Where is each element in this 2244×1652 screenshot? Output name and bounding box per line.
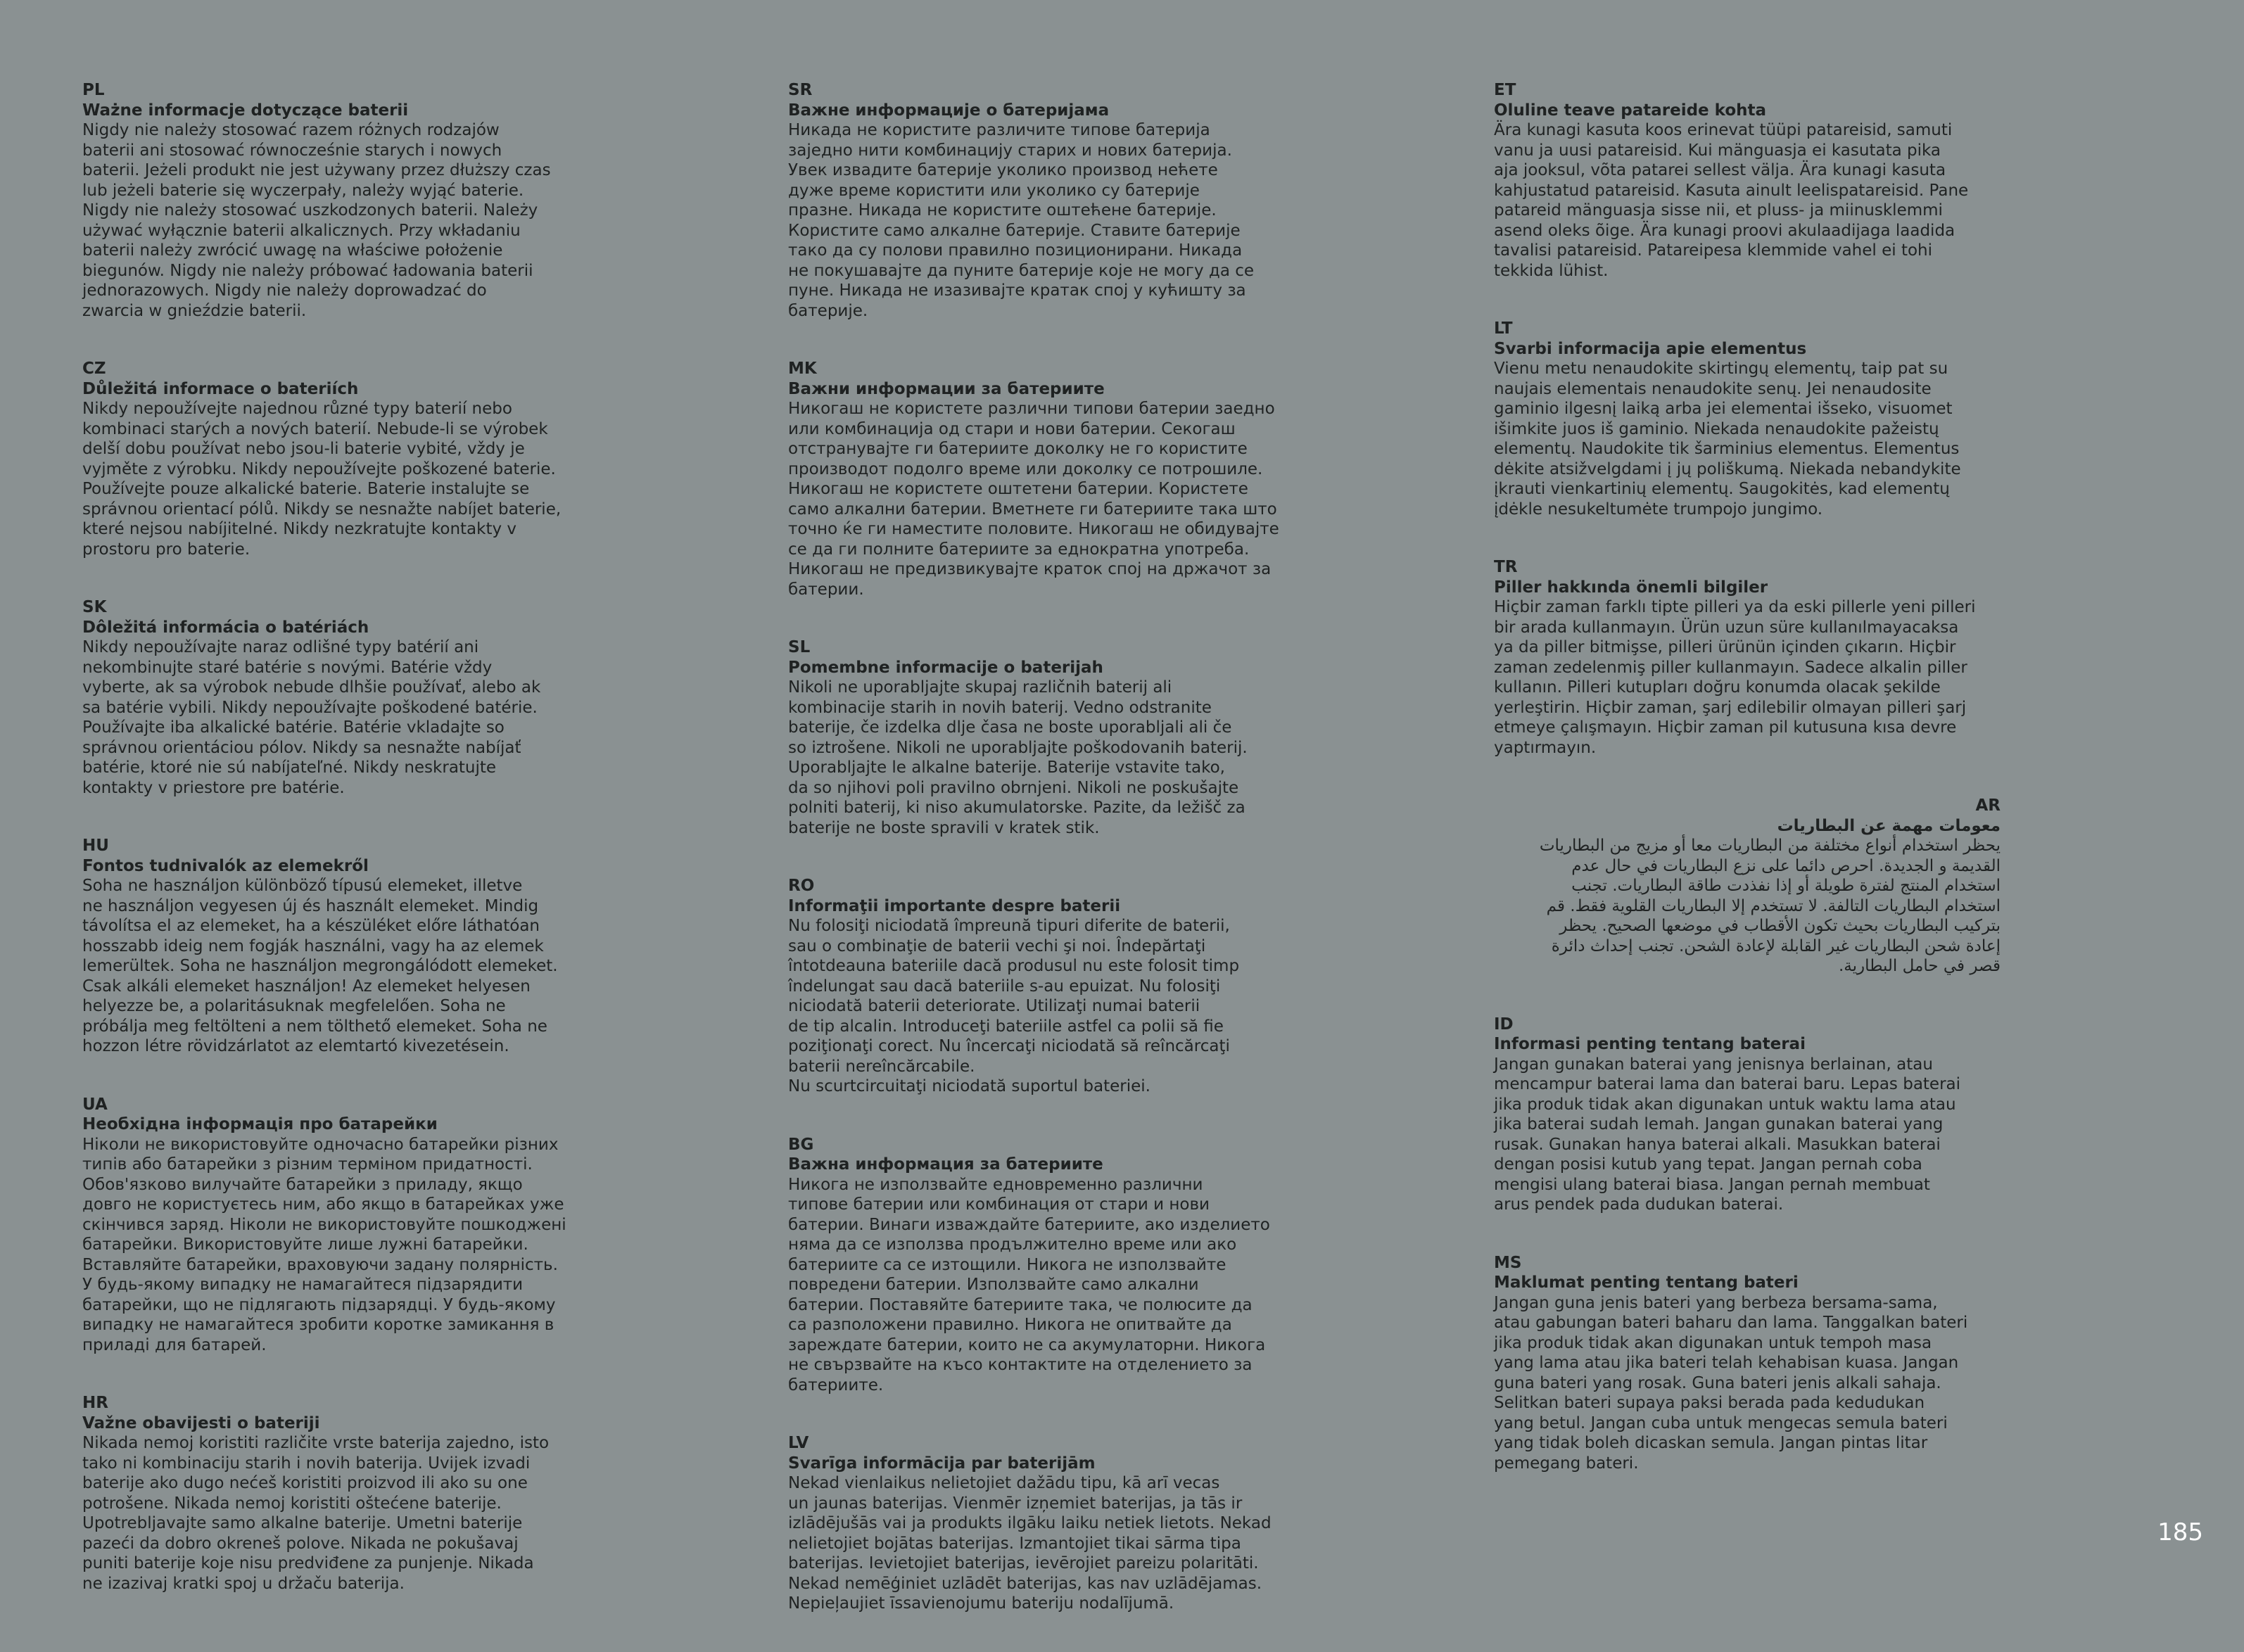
section-body: Nigdy nie należy stosować razem różnych rodzajów baterii ani stosować równocześnie starych i nowych baterii. Jeżeli produkt nie jest używany przez dłuższy czas lub jeżeli baterie się wyczerpały, należy wyjąć baterie. Nigdy nie należy stosować uszkodzonych baterii. Należy używać wyłącznie baterii alkalicznych. Przy wkładaniu baterii należy zwrócić uwagę na właściwe położenie biegunów. Nigdy nie należy próbować ładowania baterii jednorazowych. Nigdy nie należy doprowadzać do zwarcia w gnieździe baterii. <box>82 121 551 320</box>
section-body: Nekad vienlaikus nelietojiet dažādu tipu, kā arī vecas un jaunas baterijas. Vienmēr izņemiet baterijas, ja tās ir izlādējušās vai ja produkts ilgāku laiku netiek lietots. Nekad nelietojiet bojātas baterijas. Izmantojiet tikai sārma tipa baterijas. Ievietojiet baterijas, ievērojiet pareizu polaritāti. Nekad nemēģiniet uzlādēt baterijas, kas nav uzlādējamas. Nepieļaujiet īssavienojumu bateriju nodalījumā. <box>788 1474 1272 1613</box>
language-section-bg <box>788 1135 1295 1396</box>
section-heading: Необхідна інформація про батарейки <box>82 1115 438 1133</box>
section-body: Ніколи не використовуйте одночасно батарейки різних типів або батарейки з різним терміном придатності. Обов'язково вилучайте батарейки з приладу, якщо довго не користуєтесь ним, або якщо в батарейках уже скінчився заряд. Ніколи не використовуйте пошкоджені батарейки. Використовуйте лише лужні батарейки. Вставляйте батарейки, враховуючи задану полярність. У будь-якому випадку не намагайтеся підзарядити батарейки, що не підлягають підзарядці. У будь-якому випадку не намагайтеся зробити коротке замикання в приладі для батарей. <box>82 1135 566 1354</box>
column-middle <box>788 80 1295 1652</box>
language-code: HU <box>82 837 109 855</box>
section-heading: Informaţii importante despre baterii <box>788 896 1121 915</box>
language-code: ET <box>1494 81 1516 99</box>
column-right <box>1494 80 2001 1511</box>
language-code: HR <box>82 1394 108 1412</box>
section-heading: Oluline teave patareide kohta <box>1494 101 1767 120</box>
language-section-ro <box>788 876 1295 1097</box>
language-section-tr <box>1494 557 2001 758</box>
language-code: RO <box>788 877 815 895</box>
page-number: 185 <box>2157 1518 2203 1546</box>
language-code: ID <box>1494 1015 1514 1034</box>
language-code: LV <box>788 1434 809 1452</box>
language-code: SR <box>788 81 813 99</box>
language-section-ar <box>1494 796 2001 977</box>
section-body: Soha ne használjon különböző típusú elemeket, illetve ne használjon vegyesen új és használt elemeket. Mindig távolítsa el az elemeket, ha a készüléket előre láthatóan hosszabb ideig nem fogják használni, vagy ha az elemek lemerültek. Soha ne használjon megrongálódott elemeket. Csak alkáli elemeket használjon! Az elemeket helyesen helyezze be, a polaritásuknak megfelelően. Soha ne próbálja meg feltölteni a nem tölthető elemeket. Soha ne hozzon létre rövidzárlatot az elemtartó kivezetésein. <box>82 877 558 1055</box>
section-body: Никога не използвайте едновременно различни типове батерии или комбинация от стари и нови батерии. Винаги изваждайте батериите, ако изделието няма да се използва продължително време или ако батериите са се изтощили. Никога не използвайте повредени батерии. Използвайте само алкални батерии. Поставяйте батериите така, че полюсите да са разположени правилно. Никога не опитвайте да зареждате батерии, които не са акумулаторни. Никога не свързвайте на късо контактите на отделението за батериите. <box>788 1175 1270 1394</box>
section-heading: Informasi penting tentang baterai <box>1494 1035 1806 1053</box>
section-body: Nikdy nepoužívajte naraz odlišné typy batérií ani nekombinujte staré batérie s novými. Batérie vždy vyberte, ak sa výrobok nebude dlhšie používať, alebo ak sa batérie vybili. Nikdy nepoužívajte poškodené batérie. Používajte iba alkalické batérie. Batérie vkladajte so správnou orientáciou pólov. Nikdy sa nesnažte nabíjať batérie, ktoré nie sú nabíjateľné. Nikdy neskratujte kontakty v priestore pre batérie. <box>82 638 541 797</box>
section-body: Никада не користите различите типове батерија заједно нити комбинацију старих и нових батерија. Увек извадите батерије уколико производ нећете дуже време користити или уколико су батерије празне. Никада не користите оштећене батерије. Користите само алкалне батерије. Ставите батерије тако да су полови правилно позиционирани. Никада не покушавајте да пуните батерије које не могу да се пуне. Никада не изазивајте кратак спој у кућишту за батерије. <box>788 121 1255 320</box>
section-heading: Maklumat penting tentang bateri <box>1494 1273 1799 1292</box>
section-heading: معومات مهمة عن البطاريات <box>1777 816 2001 835</box>
section-heading: Važne obavijesti o bateriji <box>82 1413 320 1432</box>
language-section-et <box>1494 80 2001 281</box>
section-body: يحظر استخدام أنواع مختلفة من البطاريات معا أو مزيج من البطاريات القديمة و الجديدة. احرص دائما على نزع البطاريات في حال عدم استخدام المنتج لفترة طويلة أو إذا نفذدت طاقة البطاريات. تجنب استخدام البطاريات التالفة. لا تستخدم إلا البطاريات القلوية فقط. قم بتركيب البطاريات بحيث تكون الأقطاب في موضعها الصحيح. يحظر إعادة شحن البطاريات غير القابلة لإعادة الشحن. تجنب إحداث دائرة قصر في حامل البطارية. <box>1539 837 2001 975</box>
language-section-sl <box>788 637 1295 838</box>
language-section-ua <box>82 1095 589 1356</box>
language-code: SK <box>82 598 107 616</box>
section-heading: Важна информация за батериите <box>788 1155 1103 1174</box>
language-section-id <box>1494 1015 2001 1215</box>
section-body: Nikada nemoj koristiti različite vrste baterija zajedno, isto tako ni kombinaciju starih i novih baterija. Uvijek izvadi baterije ako dugo nećeš koristiti proizvod ili ako su one potrošene. Nikada nemoj koristiti oštećene baterije. Upotrebljavajte samo alkalne baterije. Umetni baterije pazeći da dobro okreneš polove. Nikada ne pokušavaj puniti baterije koje nisu predviđene za punjenje. Nikada ne izazivaj kratki spoj u držaču baterija. <box>82 1434 550 1593</box>
language-section-pl <box>82 80 589 321</box>
section-heading: Fontos tudnivalók az elemekről <box>82 856 369 875</box>
language-section-mk <box>788 359 1295 599</box>
section-body: Nikoli ne uporabljajte skupaj različnih baterij ali kombinacije starih in novih baterij. Vedno odstranite baterije, če izdelka dlje časa ne boste uporabljali ali če so iztrošene. Nikoli ne uporabljajte poškodovanih baterij. Uporabljajte le alkalne baterije. Baterije vstavite tako, da so njihovi poli pravilno obrnjeni. Nikoli ne poskušajte polniti baterij, ki niso akumulatorske. Pazite, da ležišč za baterije ne boste spravili v kratek stik. <box>788 678 1248 837</box>
section-heading: Pomembne informacije o baterijah <box>788 658 1103 677</box>
section-body: Никогаш не користете различни типови батерии заедно или комбинација од стари и нови батерии. Секогаш отстранувајте ги батериите доколку не го користите производот подолго време или доколку се потрошиле. Никогаш не користете оштетени батерии. Користете само алкални батерии. Вметнете ги батериите така што точно ќе ги наместите половите. Никогаш не обидувајте се да ги полните батериите за еднократна употреба. Никогаш не предизвикувајте краток спој на држачот за батерии. <box>788 400 1279 599</box>
language-code: SL <box>788 638 811 656</box>
section-heading: Важни информации за батериите <box>788 379 1105 398</box>
language-code: CZ <box>82 360 106 378</box>
section-body: Jangan guna jenis bateri yang berbeza bersama-sama, atau gabungan bateri baharu dan lama. Tanggalkan bateri jika produk tidak akan digunakan untuk tempoh masa yang lama atau jika bateri telah kehabisan kuasa. Jangan guna bateri yang rosak. Guna bateri jenis alkali sahaja. Selitkan bateri supaya paksi berada pada kedudukan yang betul. Jangan cuba untuk mengecas semula bateri yang tidak boleh dicaskan semula. Jangan pintas litar pemegang bateri. <box>1494 1293 1968 1473</box>
section-body: Hiçbir zaman farklı tipte pilleri ya da eski pillerle yeni pilleri bir arada kullanmayın. Ürün uzun süre kullanılmayacaksa ya da piller bitmişse, pilleri ürünün içinden çıkarın. Hiçbir zaman zedelenmiş piller kullanmayın. Sadece alkalin piller kullanın. Pilleri kutupları doğru konumda olacak şekilde yerleştirin. Hiçbir zaman, şarj edilebilir olmayan pilleri şarj etmeye çalışmayın. Hiçbir zaman pil kutusuna kısa devre yaptırmayın. <box>1494 598 1976 757</box>
language-code: PL <box>82 81 105 99</box>
section-heading: Piller hakkında önemli bilgiler <box>1494 578 1768 597</box>
language-section-lt <box>1494 319 2001 519</box>
language-code: UA <box>82 1095 108 1114</box>
language-code: LT <box>1494 319 1513 338</box>
language-section-sk <box>82 597 589 798</box>
language-section-ms <box>1494 1253 2001 1474</box>
language-code: AR <box>1975 796 2001 815</box>
language-code: MS <box>1494 1253 1522 1272</box>
section-body: Jangan gunakan baterai yang jenisnya berlainan, atau mencampur baterai lama dan baterai baru. Lepas baterai jika produk tidak akan digunakan untuk waktu lama atau jika baterai sudah lemah. Jangan gunakan baterai yang rusak. Gunakan hanya baterai alkali. Masukkan baterai dengan posisi kutub yang tepat. Jangan pernah coba mengisi ulang baterai biasa. Jangan pernah membuat arus pendek pada dudukan baterai. <box>1494 1055 1961 1214</box>
section-heading: Важне информације о батеријама <box>788 101 1110 120</box>
section-body: Nikdy nepoužívejte najednou různé typy baterií nebo kombinaci starých a nových baterií. Nebude-li se výrobek delší dobu používat nebo jsou-li baterie vybité, vždy je vyjměte z výrobku. Nikdy nepoužívejte poškozené baterie. Používejte pouze alkalické baterie. Baterie instalujte se správnou orientací pólů. Nikdy se nesnažte nabíjet baterie, které nejsou nabíjitelné. Nikdy nezkratujte kontakty v prostoru pro baterie. <box>82 400 562 559</box>
section-heading: Dôležitá informácia o batériách <box>82 618 369 637</box>
language-section-cz <box>82 359 589 559</box>
section-heading: Ważne informacje dotyczące baterii <box>82 101 409 120</box>
section-body: Nu folosiţi niciodată împreună tipuri diferite de baterii, sau o combinaţie de baterii vechi şi noi. Îndepărtaţi întotdeauna bateriile dacă produsul nu este folosit timp îndelungat sau dacă bateriile s-au epuizat. Nu folosiţi niciodată baterii deteriorate. Utilizaţi numai baterii de tip alcalin. Introduceţi bateriile astfel ca polii să fie poziţionaţi corect. Nu încercaţi niciodată să reîncărcaţi baterii nereîncărcabile. Nu scurtcircuitaţi niciodată suportul bateriei. <box>788 917 1240 1095</box>
language-code: BG <box>788 1135 814 1154</box>
section-body: Ära kunagi kasuta koos erinevat tüüpi patareisid, samuti vanu ja uusi patareisid. Kui mänguasja ei kasutata pika aja jooksul, võta patarei sellest välja. Ära kunagi kasuta kahjustatud patareisid. Kasuta ainult leelispatareisid. Pane patareid mänguasja sisse nii, et pluss- ja miinusklemmi asend oleks õige. Ära kunagi proovi akulaadijaga laadida tavalisi patareisid. Patareipesa klemmide vahel ei tohi tekkida lühist. <box>1494 121 1969 280</box>
language-section-hr <box>82 1393 589 1594</box>
section-heading: Svarbi informacija apie elementus <box>1494 339 1807 358</box>
section-heading: Svarīga informācija par baterijām <box>788 1454 1096 1473</box>
language-code: TR <box>1494 558 1518 576</box>
section-body: Vienu metu nenaudokite skirtingų elementų, taip pat su naujais elementais nenaudokite senų. Jei nenaudosite gaminio ilgesnį laiką arba jei elementai išseko, visuomet išimkite juos iš gaminio. Niekada nenaudokite pažeistų elementų. Naudokite tik šarminius elementus. Elementus dėkite atsižvelgdami į jų poliškumą. Niekada nebandykite įkrauti vienkartinių elementų. Saugokitės, kad elementų įdėkle nesukeltumėte trumpojo jungimo. <box>1494 360 1961 519</box>
language-section-hu <box>82 836 589 1057</box>
language-section-sr <box>788 80 1295 321</box>
column-left <box>82 80 589 1632</box>
section-heading: Důležitá informace o bateriích <box>82 379 359 398</box>
language-section-lv <box>788 1433 1295 1614</box>
language-code: MK <box>788 360 817 378</box>
